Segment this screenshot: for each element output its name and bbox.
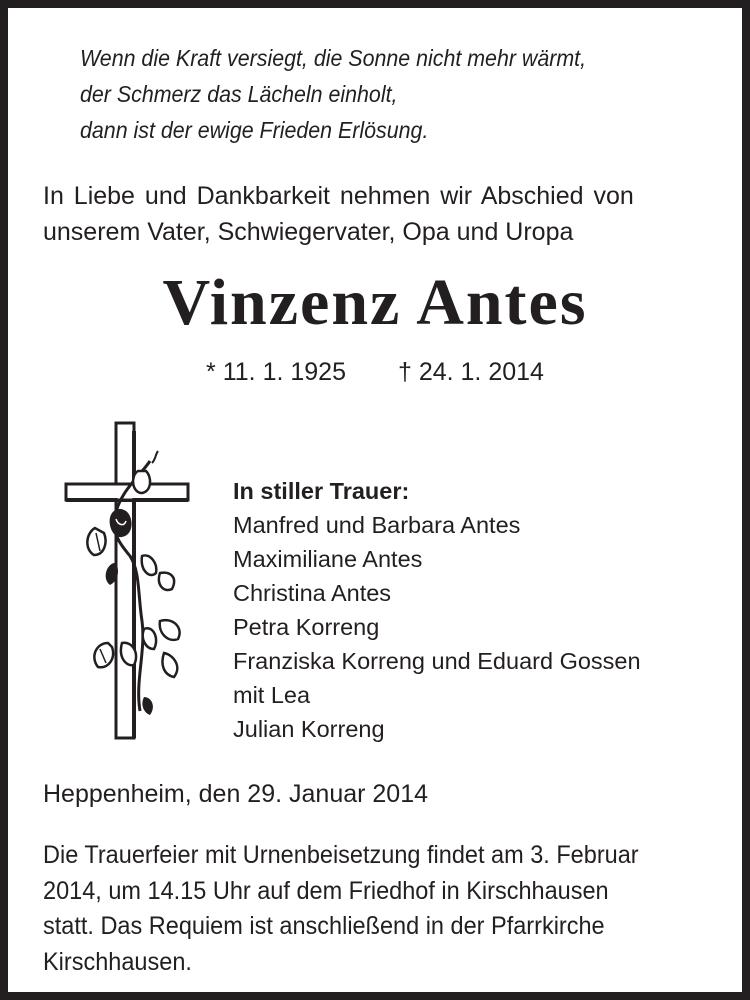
funeral-service-info (43, 838, 639, 980)
intro-text (43, 178, 634, 250)
service-line: Die Trauerfeier mit Urnenbeisetzung findet am 3. Februar (43, 841, 639, 869)
mourner-name: Petra Korreng (233, 614, 380, 640)
deceased-name: Vinzenz Antes (162, 266, 588, 339)
obituary-notice (8, 8, 742, 992)
place-and-date: Heppenheim, den 29. Januar 2014 (43, 780, 429, 808)
service-line: statt. Das Requiem ist anschließend in der Pfarrkirche (43, 912, 605, 940)
mourner-name: Julian Korreng (233, 716, 385, 742)
life-dates (8, 358, 742, 387)
mourner-name: Maximiliane Antes (233, 546, 423, 572)
intro-line: unserem Vater, Schwiegervater, Opa und Uropa (43, 218, 574, 246)
death-date: † 24. 1. 2014 (397, 358, 544, 386)
service-line: 2014, um 14.15 Uhr auf dem Friedhof in Kirschhausen (43, 876, 609, 905)
motto-line: Wenn die Kraft versiegt, die Sonne nicht mehr wärmt, (80, 45, 587, 71)
cross-with-rose-vine-icon (60, 421, 190, 751)
mourner-name: Christina Antes (233, 580, 392, 606)
motto-line: dann ist der ewige Frieden Erlösung. (80, 117, 429, 143)
service-line: Kirschhausen. (43, 947, 192, 976)
birth-date: * 11. 1. 1925 (206, 358, 346, 386)
mourner-name: Manfred und Barbara Antes (233, 512, 521, 538)
mourner-name: Franziska Korreng und Eduard Gossen (233, 648, 641, 674)
intro-line: In Liebe und Dankbarkeit nehmen wir Abschied von (43, 182, 634, 210)
motto-line: der Schmerz das Lächeln einholt, (80, 81, 398, 107)
motto-verse (80, 40, 586, 148)
mourner-name: mit Lea (233, 682, 311, 708)
mourners-heading: In stiller Trauer: (233, 478, 410, 504)
mourners-list (233, 474, 641, 746)
